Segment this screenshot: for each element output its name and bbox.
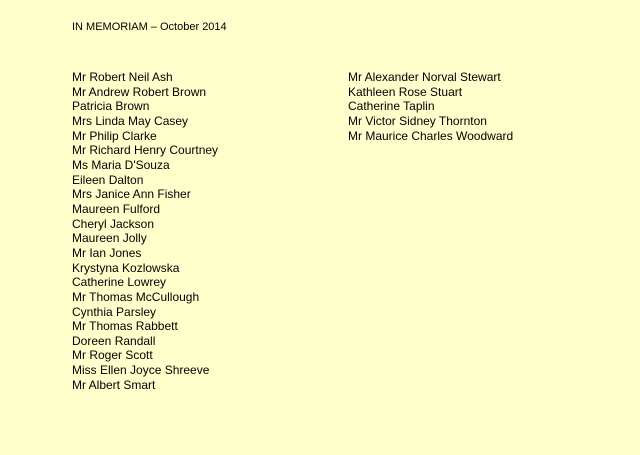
name-entry: Mr Roger Scott [72,348,153,363]
name-entry: Mr Robert Neil Ash [72,70,173,84]
name-entry: Mr Ian Jones [72,245,142,260]
name-entry: Mr Alexander Norval Stewart [348,70,501,84]
name-entry: Maureen Fulford [72,201,161,216]
name-entry: Mrs Janice Ann Fisher [72,187,191,202]
name-entry: Kathleen Rose Stuart [348,84,463,99]
name-entry: Catherine Lowrey [72,275,167,290]
name-entry: Mr Philip Clarke [72,128,157,143]
name-entry: Mr Maurice Charles Woodward [348,128,514,143]
name-entry: Ms Maria D'Souza [72,157,170,172]
name-list-right [348,70,513,143]
name-entry: Mr Victor Sidney Thornton [348,113,487,128]
name-entry: Cynthia Parsley [72,304,157,319]
name-entry: Mr Thomas McCullough [72,289,200,304]
name-entry: Maureen Jolly [72,231,147,246]
name-entry: Doreen Randall [72,333,156,348]
name-entry: Patricia Brown [72,99,150,114]
name-entry: Mrs Linda May Casey [72,113,189,128]
name-entry: Mr Thomas Rabbett [72,319,178,334]
name-entry: Miss Ellen Joyce Shreeve [72,363,210,378]
name-list-left [72,70,218,392]
name-entry: Catherine Taplin [348,99,435,114]
name-entry: Mr Albert Smart [72,377,156,392]
name-entry: Cheryl Jackson [72,216,155,231]
name-entry: Mr Andrew Robert Brown [72,84,207,99]
page-title: IN MEMORIAM – October 2014 [72,21,227,33]
name-entry: Eileen Dalton [72,172,144,187]
name-entry: Mr Richard Henry Courtney [72,143,219,158]
name-entry: Krystyna Kozlowska [72,260,180,275]
